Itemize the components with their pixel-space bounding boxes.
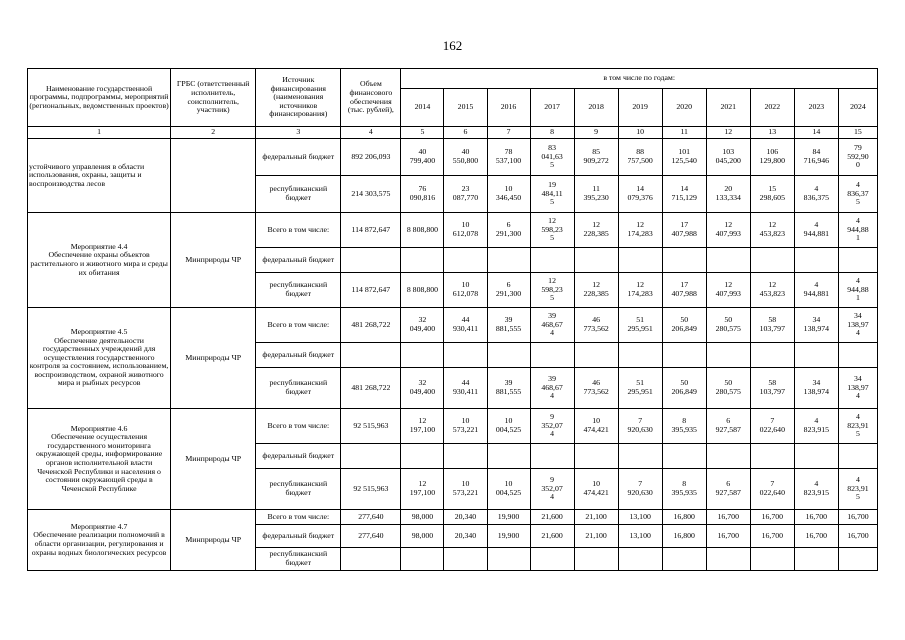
year-value [530, 548, 574, 571]
year-value: 10 004,525 [487, 409, 530, 444]
year-header: 2020 [662, 89, 706, 127]
total-volume: 481 268,722 [341, 308, 401, 343]
year-value: 16,700 [750, 510, 794, 525]
year-value: 79 592,90 0 [838, 139, 877, 176]
year-value [618, 444, 662, 469]
year-header: 2024 [838, 89, 877, 127]
year-value [618, 548, 662, 571]
column-number: 6 [444, 127, 487, 139]
year-value [574, 343, 618, 368]
year-value: 4 823,91 5 [838, 469, 877, 510]
year-value [574, 248, 618, 273]
year-header: 2021 [706, 89, 750, 127]
year-value: 46 773,562 [574, 368, 618, 409]
year-value [618, 248, 662, 273]
year-value: 21,600 [530, 525, 574, 548]
year-value: 12 197,100 [401, 409, 444, 444]
year-value: 39 881,555 [487, 368, 530, 409]
year-value: 12 228,385 [574, 273, 618, 308]
year-value: 7 022,640 [750, 409, 794, 444]
year-value: 98,000 [401, 525, 444, 548]
year-value: 83 041,63 5 [530, 139, 574, 176]
year-value: 6 927,587 [706, 409, 750, 444]
year-value [662, 444, 706, 469]
year-value [706, 343, 750, 368]
year-value: 12 174,283 [618, 213, 662, 248]
year-value [574, 444, 618, 469]
year-value: 20,340 [444, 510, 487, 525]
budget-table [27, 68, 878, 571]
funding-source: Всего в том числе: [256, 308, 341, 343]
column-number: 15 [838, 127, 877, 139]
year-value [706, 548, 750, 571]
year-value [487, 444, 530, 469]
year-value [444, 548, 487, 571]
year-value: 58 103,797 [750, 368, 794, 409]
year-value: 50 206,849 [662, 308, 706, 343]
year-value: 16,700 [838, 525, 877, 548]
year-value: 85 909,272 [574, 139, 618, 176]
year-value: 39 468,67 4 [530, 368, 574, 409]
year-value: 4 823,91 5 [838, 409, 877, 444]
year-value [794, 548, 838, 571]
year-header: 2016 [487, 89, 530, 127]
funding-source: республиканский бюджет [256, 176, 341, 213]
year-value: 6 291,300 [487, 213, 530, 248]
year-value: 8 808,800 [401, 213, 444, 248]
year-value: 12 598,23 5 [530, 213, 574, 248]
year-value: 13,100 [618, 510, 662, 525]
year-header: 2015 [444, 89, 487, 127]
year-value: 101 125,540 [662, 139, 706, 176]
funding-source: федеральный бюджет [256, 343, 341, 368]
year-value: 21,100 [574, 525, 618, 548]
year-value: 7 920,630 [618, 409, 662, 444]
column-number: 2 [171, 127, 256, 139]
year-value: 12 598,23 5 [530, 273, 574, 308]
year-value: 50 206,849 [662, 368, 706, 409]
year-value: 4 944,881 [794, 213, 838, 248]
year-value: 103 045,200 [706, 139, 750, 176]
year-value: 16,700 [750, 525, 794, 548]
year-value [401, 343, 444, 368]
year-value: 21,100 [574, 510, 618, 525]
total-volume: 214 303,575 [341, 176, 401, 213]
year-value: 84 716,946 [794, 139, 838, 176]
year-value: 40 550,800 [444, 139, 487, 176]
funding-source: федеральный бюджет [256, 248, 341, 273]
funding-source: Всего в том числе: [256, 510, 341, 525]
year-value: 17 407,988 [662, 213, 706, 248]
funding-source: Всего в том числе: [256, 409, 341, 444]
year-value [530, 248, 574, 273]
year-value: 106 129,800 [750, 139, 794, 176]
funding-source: федеральный бюджет [256, 525, 341, 548]
year-value: 19 484,11 5 [530, 176, 574, 213]
year-value: 16,700 [838, 510, 877, 525]
year-value: 16,800 [662, 510, 706, 525]
year-value: 4 944,881 [794, 273, 838, 308]
year-value: 17 407,988 [662, 273, 706, 308]
year-value [794, 248, 838, 273]
funding-source: республиканский бюджет [256, 469, 341, 510]
year-value: 4 836,375 [794, 176, 838, 213]
column-number: 9 [574, 127, 618, 139]
year-value: 4 823,915 [794, 469, 838, 510]
funding-source: республиканский бюджет [256, 273, 341, 308]
year-value: 12 453,823 [750, 273, 794, 308]
year-value: 6 927,587 [706, 469, 750, 510]
year-value [487, 248, 530, 273]
year-value: 40 799,400 [401, 139, 444, 176]
year-value: 20 133,334 [706, 176, 750, 213]
year-value: 10 004,525 [487, 469, 530, 510]
year-value [706, 444, 750, 469]
year-value: 14 715,129 [662, 176, 706, 213]
year-value [530, 444, 574, 469]
year-value: 19,900 [487, 510, 530, 525]
total-volume [341, 343, 401, 368]
header-grbs: ГРБС (ответственный исполнитель, соисполнитель, участник) [171, 69, 256, 127]
year-value: 23 087,770 [444, 176, 487, 213]
year-header: 2019 [618, 89, 662, 127]
year-value: 44 930,411 [444, 308, 487, 343]
column-number: 1 [28, 127, 171, 139]
total-volume: 277,640 [341, 525, 401, 548]
column-number: 5 [401, 127, 444, 139]
year-value: 8 395,935 [662, 469, 706, 510]
year-value: 50 280,575 [706, 368, 750, 409]
year-value [750, 343, 794, 368]
year-value [444, 343, 487, 368]
year-value: 21,600 [530, 510, 574, 525]
year-value [444, 444, 487, 469]
year-value: 10 474,421 [574, 469, 618, 510]
year-value [794, 343, 838, 368]
year-value: 16,700 [706, 525, 750, 548]
year-value: 4 836,37 5 [838, 176, 877, 213]
year-value: 12 174,283 [618, 273, 662, 308]
year-value: 32 049,400 [401, 368, 444, 409]
total-volume [341, 444, 401, 469]
table-row [28, 139, 878, 176]
year-value: 34 138,974 [794, 368, 838, 409]
year-value: 9 352,07 4 [530, 409, 574, 444]
year-value: 10 573,221 [444, 469, 487, 510]
table-row [28, 213, 878, 248]
year-value: 46 773,562 [574, 308, 618, 343]
year-value: 39 468,67 4 [530, 308, 574, 343]
grbs-name: Минприроды ЧР [171, 409, 256, 510]
year-value [487, 548, 530, 571]
year-value: 34 138,97 4 [838, 368, 877, 409]
grbs-name: Минприроды ЧР [171, 510, 256, 571]
table-row [28, 510, 878, 525]
grbs-name: Минприроды ЧР [171, 213, 256, 308]
year-value [750, 548, 794, 571]
year-value: 6 291,300 [487, 273, 530, 308]
year-value [750, 444, 794, 469]
year-value: 7 022,640 [750, 469, 794, 510]
measure-name: Мероприятие 4.5 Обеспечение деятельности государственных учреждений для осуществления государственного контроля за состоянием, использованием, воспроизводством, охраной животного мира и рыбных ресурсов [28, 308, 171, 409]
column-number: 7 [487, 127, 530, 139]
measure-name: Мероприятие 4.7 Обеспечение реализации полномочий в области организации, регулирования и охраны водных биологических ресурсов [28, 510, 171, 571]
funding-source: федеральный бюджет [256, 139, 341, 176]
year-header: 2017 [530, 89, 574, 127]
year-value [401, 444, 444, 469]
header-source: Источник финансирования (наименования источников финансирования) [256, 69, 341, 127]
year-value: 39 881,555 [487, 308, 530, 343]
year-value: 16,800 [662, 525, 706, 548]
year-value: 16,700 [706, 510, 750, 525]
year-value: 10 346,450 [487, 176, 530, 213]
year-value [530, 343, 574, 368]
year-value: 14 079,376 [618, 176, 662, 213]
year-value [838, 343, 877, 368]
total-volume [341, 548, 401, 571]
year-value [662, 548, 706, 571]
year-value: 32 049,400 [401, 308, 444, 343]
year-value: 10 612,078 [444, 213, 487, 248]
total-volume [341, 248, 401, 273]
year-value: 51 295,951 [618, 368, 662, 409]
year-value: 4 944,88 1 [838, 273, 877, 308]
total-volume: 92 515,963 [341, 469, 401, 510]
year-value: 44 930,411 [444, 368, 487, 409]
header-years-group: в том числе по годам: [401, 69, 878, 89]
year-value [838, 248, 877, 273]
total-volume: 481 268,722 [341, 368, 401, 409]
grbs-cell [171, 139, 256, 213]
column-number: 11 [662, 127, 706, 139]
table-row [28, 409, 878, 444]
year-header: 2014 [401, 89, 444, 127]
year-value [706, 248, 750, 273]
funding-source: республиканский бюджет [256, 548, 341, 571]
year-value: 16,700 [794, 510, 838, 525]
header-volume: Объем финансового обеспечения (тыс. рублей), [341, 69, 401, 127]
year-header: 2018 [574, 89, 618, 127]
year-value: 10 474,421 [574, 409, 618, 444]
year-value: 76 090,816 [401, 176, 444, 213]
year-value [487, 343, 530, 368]
measure-name: Мероприятие 4.4 Обеспечение охраны объектов растительного и животного мира и среды их обитания [28, 213, 171, 308]
column-number: 3 [256, 127, 341, 139]
column-number: 10 [618, 127, 662, 139]
column-number: 13 [750, 127, 794, 139]
year-value [444, 248, 487, 273]
year-value: 12 228,385 [574, 213, 618, 248]
year-value: 12 407,993 [706, 213, 750, 248]
year-value: 51 295,951 [618, 308, 662, 343]
year-value [662, 343, 706, 368]
column-number: 4 [341, 127, 401, 139]
year-value: 9 352,07 4 [530, 469, 574, 510]
year-value [401, 548, 444, 571]
total-volume: 114 872,647 [341, 273, 401, 308]
year-value: 34 138,97 4 [838, 308, 877, 343]
year-value: 34 138,974 [794, 308, 838, 343]
page-number: 162 [442, 38, 463, 53]
year-value [838, 444, 877, 469]
year-value [750, 248, 794, 273]
header-name: Наименование государственной программы, подпрограммы, мероприятий (региональных, ведомственных проектов) [28, 69, 171, 127]
year-value: 10 612,078 [444, 273, 487, 308]
year-value: 13,100 [618, 525, 662, 548]
grbs-name: Минприроды ЧР [171, 308, 256, 409]
year-value: 20,340 [444, 525, 487, 548]
year-value [794, 444, 838, 469]
funding-source: Всего в том числе: [256, 213, 341, 248]
year-value: 10 573,221 [444, 409, 487, 444]
total-volume: 92 515,963 [341, 409, 401, 444]
year-value: 12 453,823 [750, 213, 794, 248]
year-value [838, 548, 877, 571]
year-value: 58 103,797 [750, 308, 794, 343]
year-value: 16,700 [794, 525, 838, 548]
column-number: 14 [794, 127, 838, 139]
year-value: 4 944,88 1 [838, 213, 877, 248]
year-value: 12 197,100 [401, 469, 444, 510]
year-value: 19,900 [487, 525, 530, 548]
year-value: 4 823,915 [794, 409, 838, 444]
year-value: 78 537,100 [487, 139, 530, 176]
total-volume: 277,640 [341, 510, 401, 525]
column-number: 8 [530, 127, 574, 139]
year-value: 50 280,575 [706, 308, 750, 343]
total-volume: 892 206,093 [341, 139, 401, 176]
funding-source: республиканский бюджет [256, 368, 341, 409]
year-value [618, 343, 662, 368]
year-value: 15 298,605 [750, 176, 794, 213]
year-value: 8 395,935 [662, 409, 706, 444]
year-header: 2023 [794, 89, 838, 127]
year-header: 2022 [750, 89, 794, 127]
program-name-continued: устойчивого управления в области использования, охраны, защиты и воспроизводства лесов [28, 139, 171, 213]
column-number: 12 [706, 127, 750, 139]
year-value: 88 757,500 [618, 139, 662, 176]
year-value [662, 248, 706, 273]
year-value: 12 407,993 [706, 273, 750, 308]
year-value: 11 395,230 [574, 176, 618, 213]
funding-source: федеральный бюджет [256, 444, 341, 469]
total-volume: 114 872,647 [341, 213, 401, 248]
year-value: 8 808,800 [401, 273, 444, 308]
table-row [28, 308, 878, 343]
year-value [574, 548, 618, 571]
year-value [401, 248, 444, 273]
year-value: 7 920,630 [618, 469, 662, 510]
measure-name: Мероприятие 4.6 Обеспечение осуществления государственного мониторинга окружающей среды, информирование органов исполнительной власти Чеченской Республики и населения о состоянии окружающей среды в Чеченской Республике [28, 409, 171, 510]
year-value: 98,000 [401, 510, 444, 525]
